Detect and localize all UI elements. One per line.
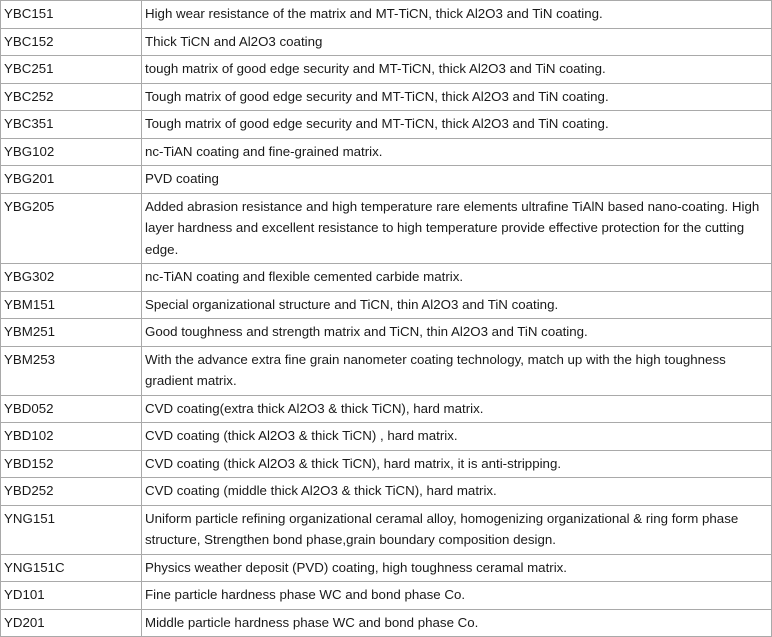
grade-cell: YBC152 xyxy=(1,28,142,56)
description-cell: High wear resistance of the matrix and MT-TiCN, thick Al2O3 and TiN coating. xyxy=(142,1,772,29)
grade-cell: YBC252 xyxy=(1,83,142,111)
table-row xyxy=(1,423,772,451)
table-row xyxy=(1,83,772,111)
description-cell: Middle particle hardness phase WC and bond phase Co. xyxy=(142,609,772,637)
grade-cell: YBD252 xyxy=(1,478,142,506)
description-cell: Fine particle hardness phase WC and bond phase Co. xyxy=(142,582,772,610)
table-row xyxy=(1,56,772,84)
description-cell: Uniform particle refining organizational ceramal alloy, homogenizing organizational & ring form phase structure, Strengthen bond phase,grain boundary composition design. xyxy=(142,505,772,554)
description-cell: PVD coating xyxy=(142,166,772,194)
description-cell: With the advance extra fine grain nanometer coating technology, match up with the high toughness gradient matrix. xyxy=(142,346,772,395)
grade-cell: YBM253 xyxy=(1,346,142,395)
grade-cell: YBC151 xyxy=(1,1,142,29)
description-cell: CVD coating (thick Al2O3 & thick TiCN) , hard matrix. xyxy=(142,423,772,451)
description-cell: Tough matrix of good edge security and MT-TiCN, thick Al2O3 and TiN coating. xyxy=(142,111,772,139)
grade-cell: YBG201 xyxy=(1,166,142,194)
table-row xyxy=(1,582,772,610)
description-cell: Thick TiCN and Al2O3 coating xyxy=(142,28,772,56)
table-row xyxy=(1,166,772,194)
grade-cell: YNG151C xyxy=(1,554,142,582)
grade-cell: YBM151 xyxy=(1,291,142,319)
description-cell: Special organizational structure and TiCN, thin Al2O3 and TiN coating. xyxy=(142,291,772,319)
table-row xyxy=(1,609,772,637)
table-row xyxy=(1,505,772,554)
grade-cell: YBG302 xyxy=(1,264,142,292)
table-row xyxy=(1,291,772,319)
table-row xyxy=(1,28,772,56)
grade-cell: YBD152 xyxy=(1,450,142,478)
table-row xyxy=(1,1,772,29)
description-cell: Good toughness and strength matrix and TiCN, thin Al2O3 and TiN coating. xyxy=(142,319,772,347)
table-row xyxy=(1,478,772,506)
table-row xyxy=(1,319,772,347)
description-cell: Tough matrix of good edge security and MT-TiCN, thick Al2O3 and TiN coating. xyxy=(142,83,772,111)
table-row xyxy=(1,554,772,582)
grade-cell: YBD052 xyxy=(1,395,142,423)
table-row xyxy=(1,450,772,478)
grade-cell: YBD102 xyxy=(1,423,142,451)
description-cell: nc-TiAN coating and fine-grained matrix. xyxy=(142,138,772,166)
grade-cell: YBG102 xyxy=(1,138,142,166)
grade-cell: YBG205 xyxy=(1,193,142,264)
table-row xyxy=(1,264,772,292)
description-cell: Added abrasion resistance and high temperature rare elements ultrafine TiAlN based nano-coating. High layer hardness and excellent resistance to high temperature provide effective protection for the cutting edge. xyxy=(142,193,772,264)
grade-cell: YBC351 xyxy=(1,111,142,139)
table-row xyxy=(1,346,772,395)
table-row xyxy=(1,193,772,264)
description-cell: CVD coating (thick Al2O3 & thick TiCN), hard matrix, it is anti-stripping. xyxy=(142,450,772,478)
description-cell: tough matrix of good edge security and MT-TiCN, thick Al2O3 and TiN coating. xyxy=(142,56,772,84)
grade-cell: YBC251 xyxy=(1,56,142,84)
table-row xyxy=(1,395,772,423)
grade-cell: YD101 xyxy=(1,582,142,610)
description-cell: nc-TiAN coating and flexible cemented carbide matrix. xyxy=(142,264,772,292)
grade-cell: YBM251 xyxy=(1,319,142,347)
table-row xyxy=(1,138,772,166)
grade-cell: YNG151 xyxy=(1,505,142,554)
grade-cell: YD201 xyxy=(1,609,142,637)
description-cell: Physics weather deposit (PVD) coating, high toughness ceramal matrix. xyxy=(142,554,772,582)
description-cell: CVD coating(extra thick Al2O3 & thick TiCN), hard matrix. xyxy=(142,395,772,423)
table-row xyxy=(1,111,772,139)
description-cell: CVD coating (middle thick Al2O3 & thick TiCN), hard matrix. xyxy=(142,478,772,506)
